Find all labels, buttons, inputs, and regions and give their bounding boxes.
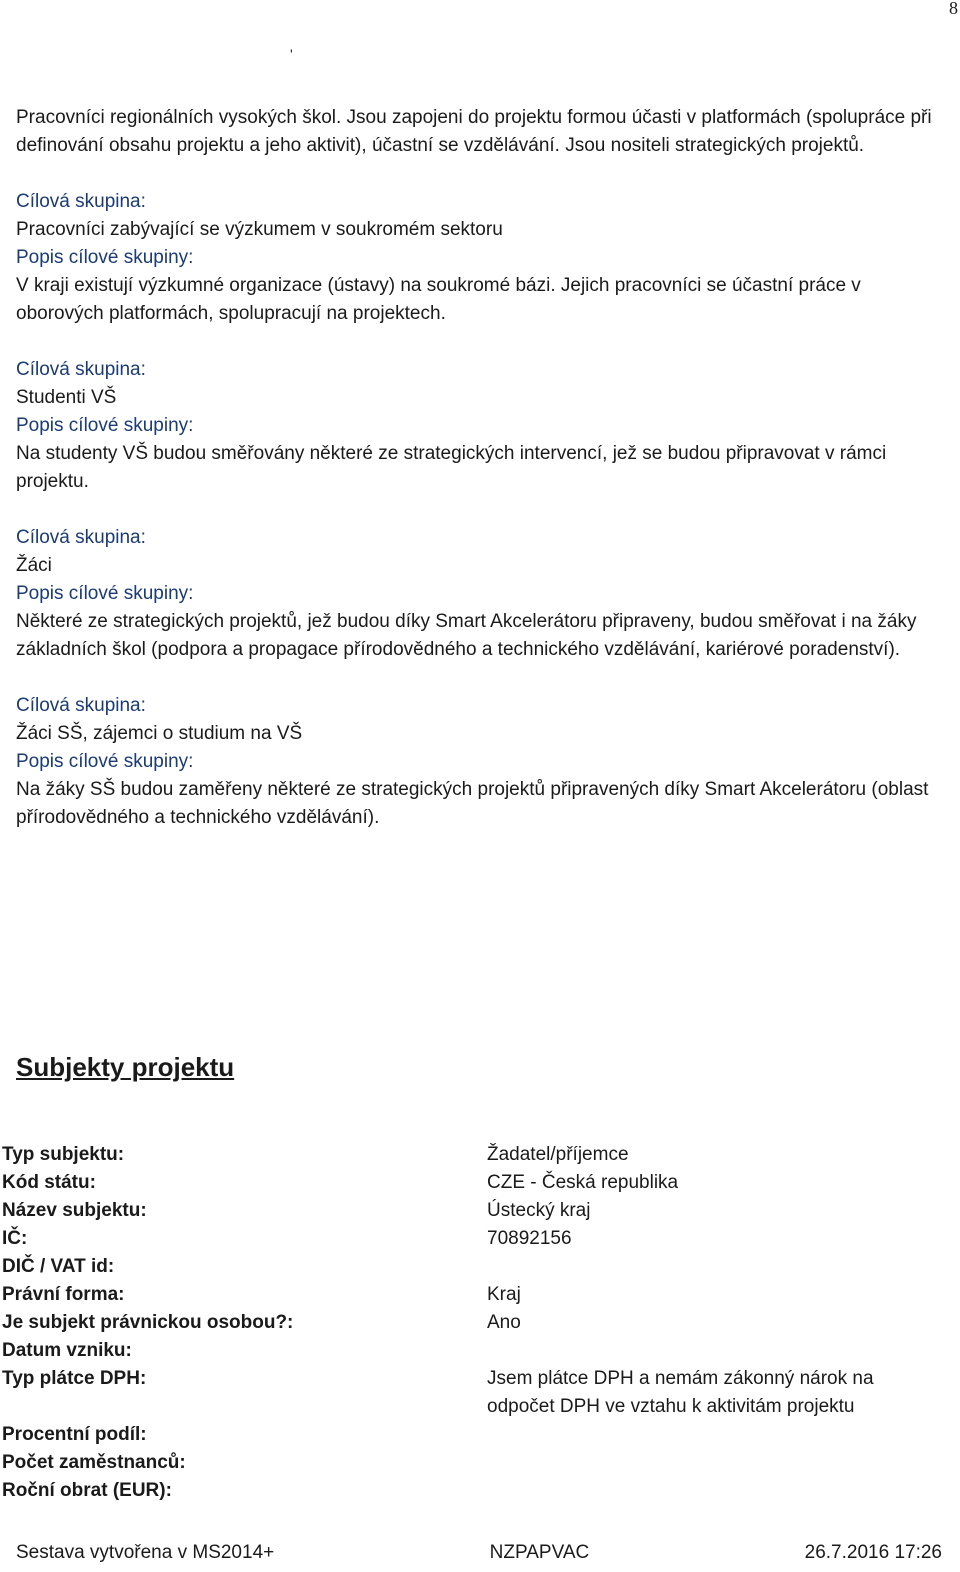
target-group <box>16 524 946 664</box>
target-group-label: Cílová skupina: <box>16 359 146 380</box>
subject-value <box>487 1253 927 1281</box>
footer-timestamp: 26.7.2016 17:26 <box>804 1542 942 1563</box>
target-group-desc: Na žáky SŠ budou zaměřeny některé ze strategických projektů připravených díky Smart Akcelerátoru (oblast přírodovědného a technického vzdělávání). <box>16 779 929 828</box>
subject-value <box>487 1421 927 1449</box>
target-group <box>16 188 946 328</box>
target-group <box>16 356 946 496</box>
subject-key: IČ: <box>2 1228 28 1249</box>
subject-row <box>2 1197 942 1225</box>
subject-row <box>2 1477 942 1505</box>
subject-value <box>487 1449 927 1477</box>
subject-value: Kraj <box>487 1284 521 1305</box>
footer-report-code: NZPAPVAC <box>489 1542 590 1563</box>
target-group-label: Cílová skupina: <box>16 695 146 716</box>
subject-table <box>2 1141 942 1505</box>
target-group-desc-label: Popis cílové skupiny: <box>16 247 194 268</box>
subject-value <box>487 1477 927 1505</box>
target-group-value: Žáci SŠ, zájemci o studium na VŠ <box>16 723 303 744</box>
subject-row <box>2 1309 942 1337</box>
subject-row <box>2 1141 942 1169</box>
target-group-value: Pracovníci zabývající se výzkumem v soukromém sektoru <box>16 219 503 240</box>
subject-row <box>2 1169 942 1197</box>
target-group-desc-label: Popis cílové skupiny: <box>16 415 194 436</box>
page-number: 8 <box>949 0 958 18</box>
target-group <box>16 692 946 832</box>
subject-row <box>2 1281 942 1309</box>
target-group-desc: Některé ze strategických projektů, jež budou díky Smart Akcelerátoru připraveny, budou směřovat i na žáky základních škol (podpora a propagace přírodovědného a technického vzdělávání, kariérové poradenství). <box>16 611 917 660</box>
subject-key: DIČ / VAT id: <box>2 1256 115 1277</box>
subject-value: Žadatel/příjemce <box>487 1144 629 1165</box>
intro-paragraph: Pracovníci regionálních vysokých škol. Jsou zapojeni do projektu formou účasti v platformách (spolupráce při definování obsahu projektu a jeho aktivit), účastní se vzdělávání. Jsou nositeli strategických projektů. <box>16 107 932 156</box>
subject-key: Typ subjektu: <box>2 1144 125 1165</box>
subject-value: Ano <box>487 1312 521 1333</box>
target-group-desc-label: Popis cílové skupiny: <box>16 751 194 772</box>
subject-key: Procentní podíl: <box>2 1424 147 1445</box>
subject-key: Kód státu: <box>2 1172 96 1193</box>
subject-row <box>2 1225 942 1253</box>
target-group-value: Studenti VŠ <box>16 387 117 408</box>
footer-report-source: Sestava vytvořena v MS2014+ <box>16 1542 275 1563</box>
subject-key: Počet zaměstnanců: <box>2 1452 186 1473</box>
subject-row <box>2 1337 942 1365</box>
page-footer <box>16 1542 942 1564</box>
target-group-desc: V kraji existují výzkumné organizace (ústavy) na soukromé bázi. Jejich pracovníci se účastní práce v oborových platformách, spolupracují na projektech. <box>16 275 861 324</box>
subject-value <box>487 1337 927 1365</box>
target-group-desc: Na studenty VŠ budou směřovány některé ze strategických intervencí, jež se budou připravovat v rámci projektu. <box>16 443 887 492</box>
subject-value: Jsem plátce DPH a nemám zákonný nárok na odpočet DPH ve vztahu k aktivitám projektu <box>487 1368 874 1417</box>
subject-value: CZE - Česká republika <box>487 1172 679 1193</box>
subject-key: Název subjektu: <box>2 1200 147 1221</box>
subject-value: 70892156 <box>487 1228 572 1249</box>
subject-row <box>2 1253 942 1281</box>
subject-value: Ústecký kraj <box>487 1200 591 1221</box>
target-group-desc-label: Popis cílové skupiny: <box>16 583 194 604</box>
target-groups-section <box>16 104 946 832</box>
target-group-label: Cílová skupina: <box>16 191 146 212</box>
subject-row <box>2 1365 942 1421</box>
subject-key: Je subjekt právnickou osobou?: <box>2 1312 294 1333</box>
subject-key: Roční obrat (EUR): <box>2 1480 172 1501</box>
stray-mark: ' <box>290 46 293 62</box>
subject-row <box>2 1449 942 1477</box>
section-title: Subjekty projektu <box>16 1052 235 1082</box>
target-group-label: Cílová skupina: <box>16 527 146 548</box>
subject-key: Právní forma: <box>2 1284 125 1305</box>
subject-key: Typ plátce DPH: <box>2 1368 147 1389</box>
target-group-value: Žáci <box>16 555 52 576</box>
subject-row <box>2 1421 942 1449</box>
subject-key: Datum vzniku: <box>2 1340 132 1361</box>
